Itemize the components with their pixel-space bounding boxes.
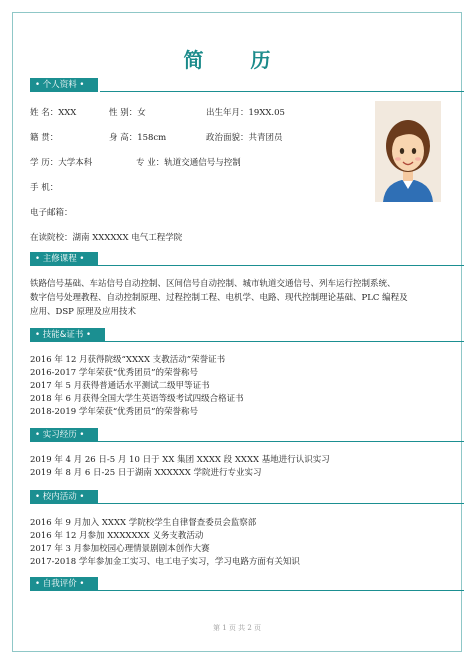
field-origin: 籍 贯： [30,133,59,143]
courses-line: 铁路信号基础、车站信号自动控制、区间信号自动控制、城市轨道交通信号、列车运行控制系统、 [30,279,396,289]
skill-item: 2017 年 5 月获得普通话水平测试二级甲等证书 [30,381,210,391]
field-birth: 出生年月：19XX.05 [206,108,285,118]
avatar [375,101,441,202]
campus-item: 2016 年 12 月参加 XXXXXXX 义务支教活动 [30,531,204,541]
skill-item: 2018 年 6 月获得全国大学生英语等级考试四级合格证书 [30,394,244,404]
skill-item: 2016 年 12 月获得院级“XXXX 支教活动”荣誉证书 [30,355,226,365]
field-phone: 手 机： [30,183,59,193]
section-divider [96,503,464,504]
field-name: 姓 名：XXX [30,108,77,118]
field-height: 身 高：158cm [109,133,167,143]
section-skills-label: • 技能&证书 • [30,328,105,342]
section-personal-label: • 个人资料 • [30,78,98,92]
skill-item: 2016-2017 学年荣获“优秀团员”的荣誉称号 [30,368,199,378]
field-political: 政治面貌：共青团员 [206,133,283,143]
field-email: 电子邮箱： [30,208,73,218]
courses-line: 数字信号处理教程、自动控制原理、过程控制工程、电机学、电路、现代控制理论基础、PLC 编程及 [30,293,408,303]
courses-line: 应用、DSP 原理及应用技术 [30,307,137,317]
campus-item: 2017 年 3 月参加校园心理情景剧剧本创作大赛 [30,544,210,554]
internship-item: 2019 年 4 月 26 日-5 月 10 日于 XX 集团 XXXX 段 XXXX 基地进行认识实习 [30,455,330,465]
section-divider [100,341,464,342]
skill-item: 2018-2019 学年荣获“优秀团员”的荣誉称号 [30,407,199,417]
section-divider [96,441,464,442]
campus-item: 2017-2018 学年参加金工实习、电工电子实习，学习电路方面有关知识 [30,557,300,567]
page-title: 简 历 [183,48,291,72]
field-school: 在读院校：湖南 XXXXXX 电气工程学院 [30,233,183,243]
section-divider [100,91,464,92]
avatar-illustration-icon [375,101,441,202]
section-campus-label: • 校内活动 • [30,490,98,504]
page-footer: 第 1 页 共 2 页 [212,624,262,632]
section-courses-label: • 主修课程 • [30,252,98,266]
campus-item: 2016 年 9 月加入 XXXX 学院校学生自律督查委员会监察部 [30,518,257,528]
field-gender: 性 别：女 [109,108,146,118]
section-self-label: • 自我评价 • [30,577,98,591]
field-major: 专 业：轨道交通信号与控制 [136,158,241,168]
section-divider [92,265,464,266]
internship-item: 2019 年 8 月 6 日-25 日于湖南 XXXXXX 学院进行专业实习 [30,468,262,478]
section-divider [96,590,464,591]
field-education: 学 历：大学本科 [30,158,93,168]
section-internship-label: • 实习经历 • [30,428,98,442]
